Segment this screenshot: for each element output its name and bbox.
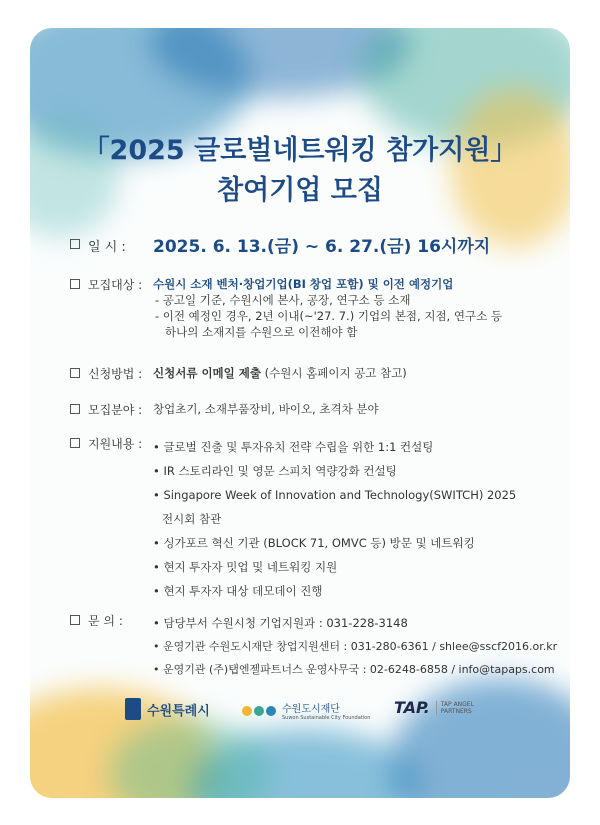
poster-title-line1: 「2025 글로벌네트워킹 참가지원」 [82,135,518,166]
foundation-logo [242,700,370,721]
target-line: - 공고일 기준, 수원시에 본사, 공장, 연구소 등 소재 [155,293,411,307]
contact-item: • 운영기관 수원도시재단 창업지원센터 : 031-280-6361 / shlee@sscf2016.or.kr [153,640,558,653]
support-item: • 싱가포르 혁신 기관 (BLOCK 71, OMVC 등) 방문 및 네트워킹 [153,536,475,550]
square-bullet-icon [70,368,80,378]
contact-body [153,612,560,681]
tap-logo-sub: PARTNERS [440,707,472,715]
support-item: • Singapore Week of Innovation and Technology(SWITCH) 2025 [153,488,517,502]
square-bullet-icon [70,438,80,448]
method-value-bold: 신청서류 이메일 제출 [153,366,261,380]
support-item: • 글로벌 진출 및 투자유치 전략 수립을 위한 1:1 컨설팅 [153,440,434,454]
support-body [153,435,560,603]
target-line: - 이전 예정인 경우, 2년 이내(~'27. 7.) 기업의 본점, 지점, 연구소 등 [155,309,502,323]
square-bullet-icon [70,615,80,625]
poster-title-line2: 참여기업 모집 [217,175,383,206]
tap-logo-sub: TAP ANGEL [440,700,474,708]
target-line: 수원시 소재 벤처·창업기업(BI 창업 포함) 및 이전 예정기업 [153,277,454,291]
tap-logo [394,698,474,717]
target-line: 하나의 소재지를 수원으로 이전해야 함 [165,325,358,339]
support-item: • IR 스토리라인 및 영문 스피치 역량강화 컨설팅 [153,464,397,478]
method-value [153,365,560,381]
tap-logo-text: TAP. [394,698,430,717]
field-label: 모집분야 : [88,403,143,417]
support-item: • 현지 투자자 밋업 및 네트워킹 지원 [153,560,338,574]
contact-item: • 운영기관 (주)탭엔젤파트너스 운영사무국 : 02-6248-6858 / info@tapaps.com [153,663,555,676]
suwon-city-logo [125,698,210,720]
schedule-label: 일 시 : [88,240,126,255]
suwon-emblem-icon [125,698,141,720]
target-label: 모집대상 : [88,278,143,292]
method-value-rest: (수원시 홈페이지 공고 참고) [261,366,407,380]
square-bullet-icon [70,239,80,249]
target-body [153,276,560,340]
foundation-name: 수원도시재단 [282,704,340,715]
square-bullet-icon [70,279,80,289]
poster [30,28,570,798]
foundation-dots-icon [242,701,278,720]
suwon-city-logo-text: 수원특례시 [147,703,210,719]
support-label: 지원내용 : [88,437,143,451]
contact-item: • 담당부서 수원시청 기업지원과 : 031-228-3148 [153,616,408,630]
foundation-name-en: Suwon Sustainable City Foundation [282,715,371,721]
poster-content [30,28,570,798]
contact-label: 문 의 : [88,614,123,628]
field-value: 창업초기, 소재부품장비, 바이오, 초격차 분야 [153,402,379,416]
schedule-value: 2025. 6. 13.(금) ~ 6. 27.(금) 16시까지 [153,237,491,257]
support-item: • 현지 투자자 대상 데모데이 진행 [153,584,323,598]
method-label: 신청방법 : [88,367,143,381]
support-item: 전시회 참관 [162,512,222,526]
logo-bar [30,698,570,738]
square-bullet-icon [70,404,80,414]
